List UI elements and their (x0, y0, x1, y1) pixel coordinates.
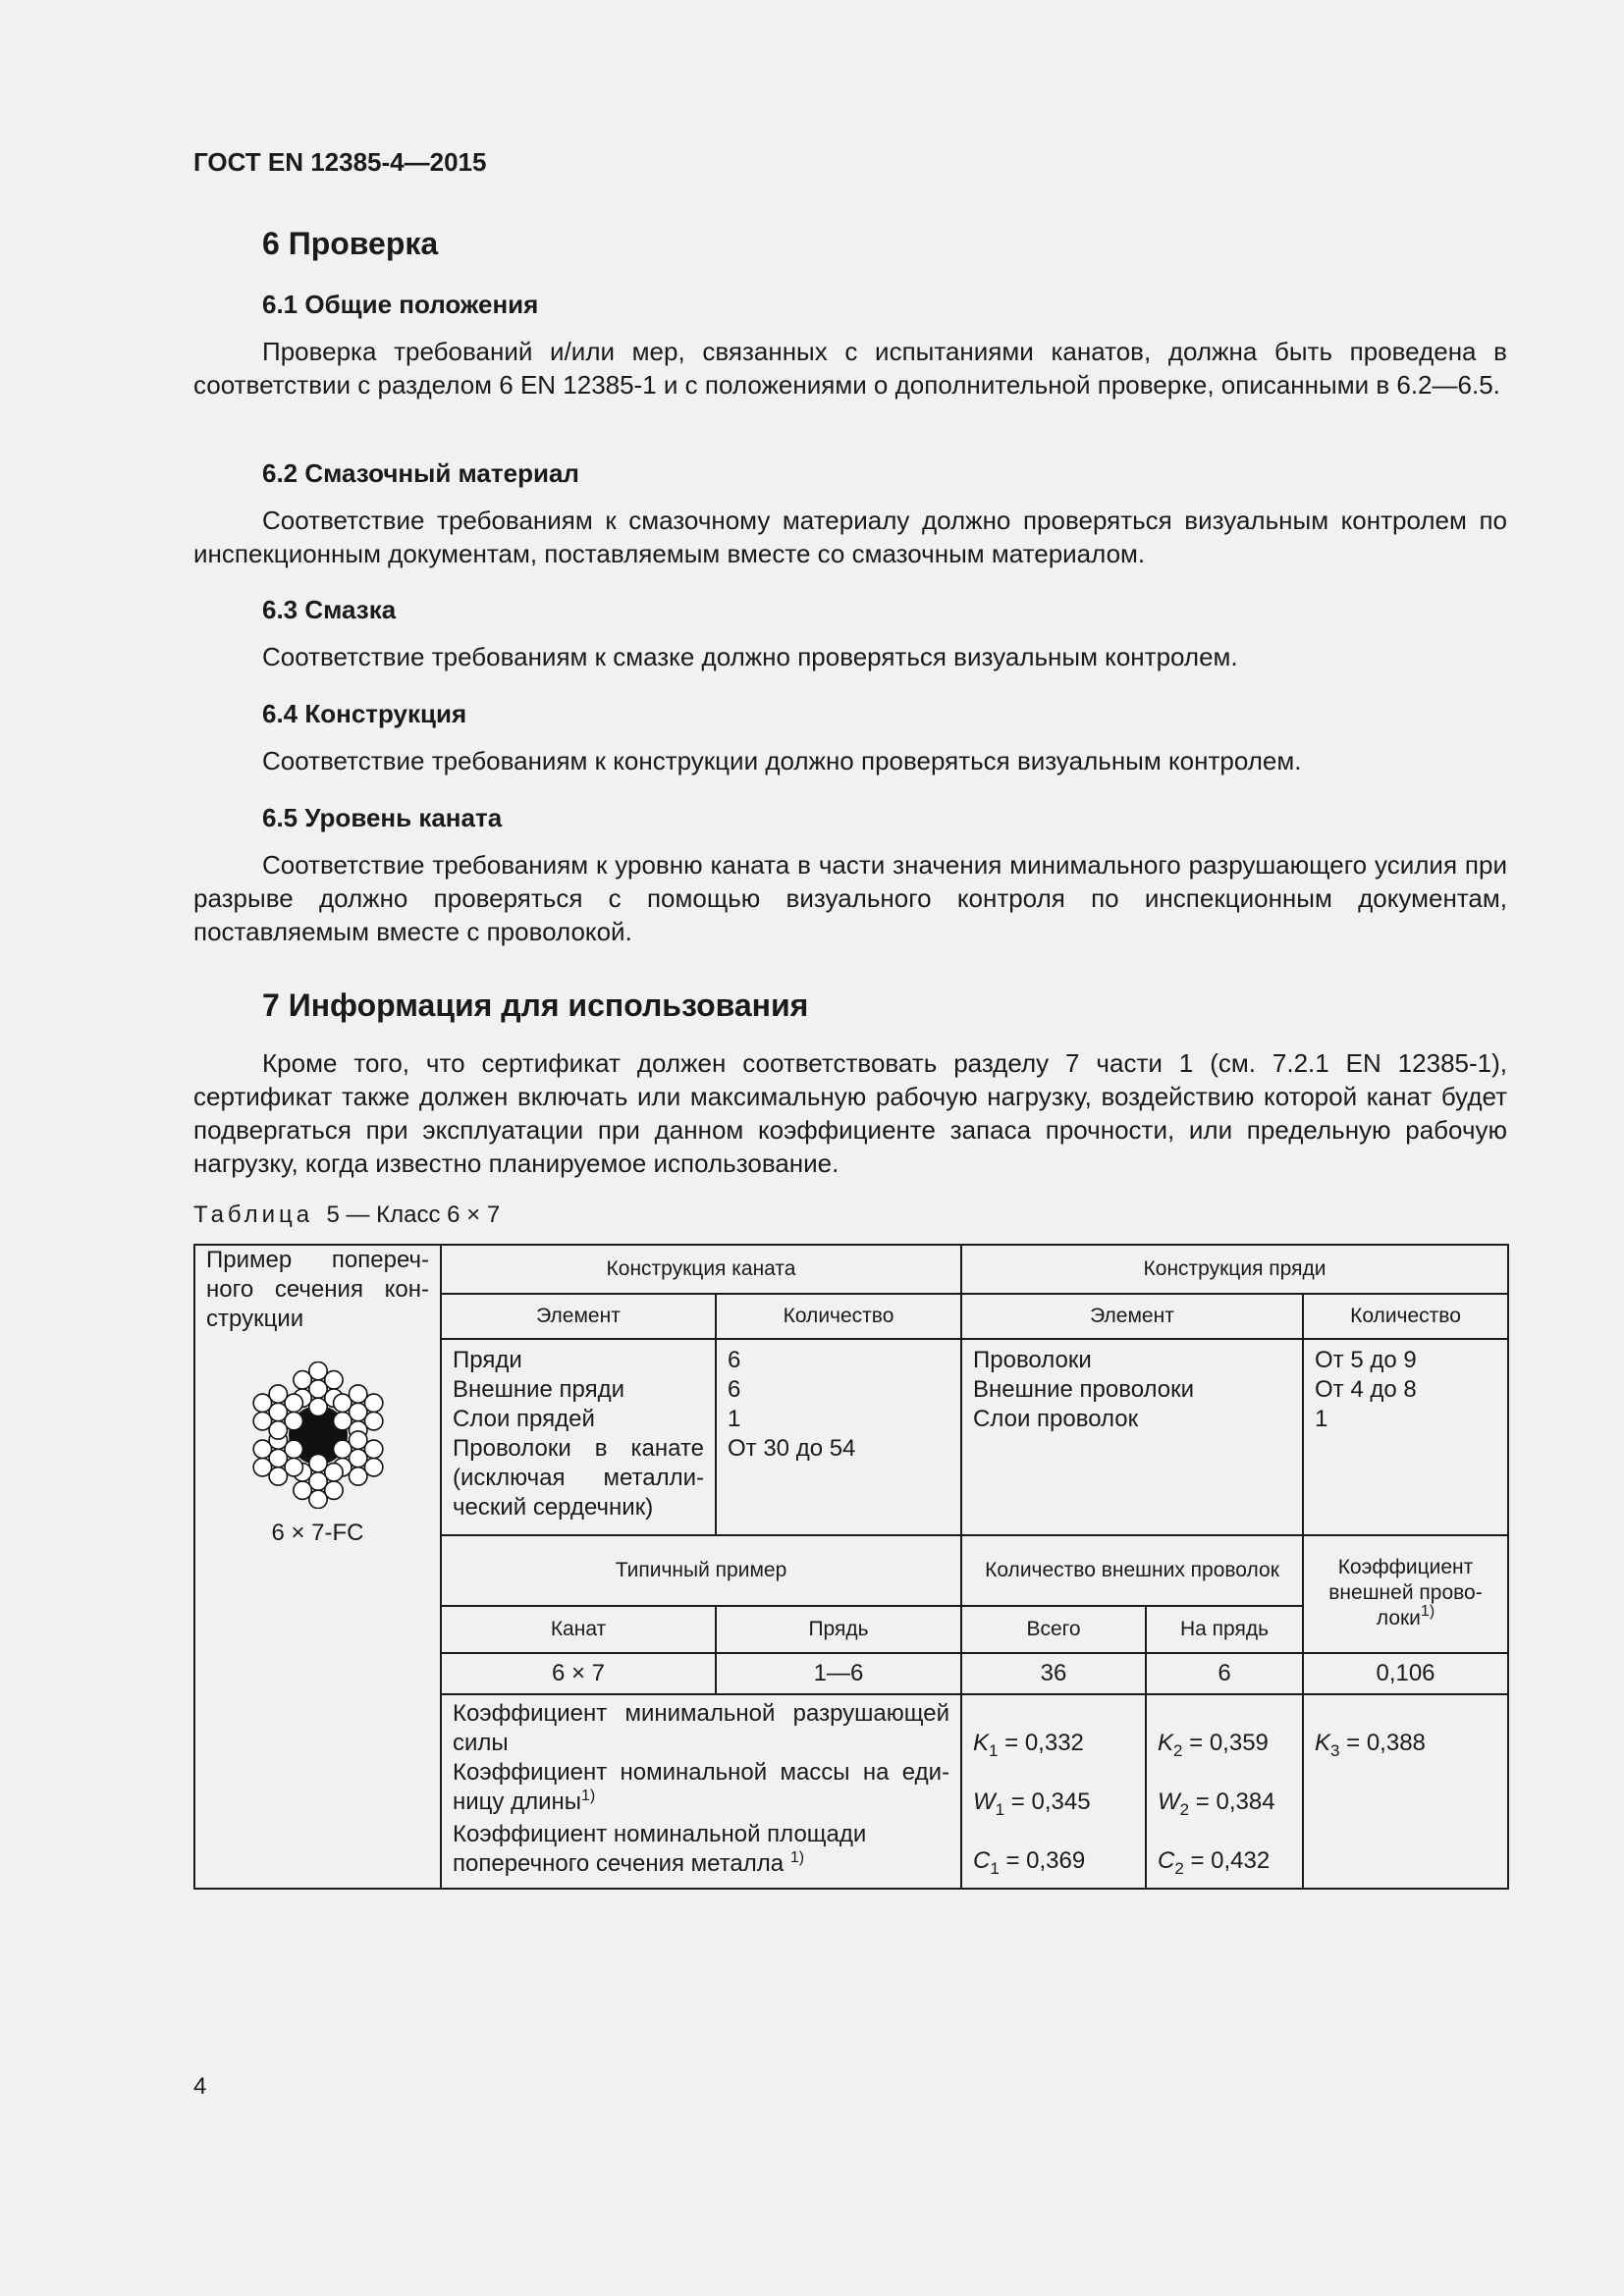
wire (324, 1464, 342, 1481)
wire (293, 1481, 310, 1499)
k1-value: $K_1 = 0,332$ (973, 1730, 1084, 1760)
wire (364, 1440, 382, 1458)
wire (324, 1371, 342, 1389)
document-header: ГОСТ EN 12385-4—2015 (193, 147, 487, 177)
class-table (193, 1244, 1509, 1890)
wire (333, 1413, 351, 1430)
strand-quantities-cell: От 5 до 9 От 4 до 8 1 (1303, 1339, 1508, 1535)
coefficient-labels-cell: Коэффициент минимальной разрушающей силы Коэффициент номинальной массы на еди- ницу длины$^{1)}$ Коэффициент номинальной площади поперечного сечения металла $^{1)}$ (441, 1694, 961, 1889)
rope-quantity-header: Количество (716, 1294, 961, 1339)
cross-section-cell: Пример попереч- ного сечения кон- струкции 6 × 7-FC (194, 1245, 441, 1889)
c2-value: $C_2 = 0,432$ (1158, 1847, 1271, 1878)
wire (324, 1481, 342, 1499)
per-strand-subheader: На прядь (1146, 1606, 1303, 1653)
wire (285, 1440, 302, 1458)
wire (285, 1394, 302, 1412)
strand-element-header: Элемент (961, 1294, 1303, 1339)
outer-wire-factor-header: Коэффициент внешней прово- локи$^{1)}$ (1303, 1535, 1508, 1653)
w2-value: $W_2 = 0,384$ (1158, 1789, 1275, 1819)
rope-quantities-cell: 6 6 1 От 30 до 54 (716, 1339, 961, 1535)
rope-construction-header: Конструкция каната (441, 1245, 961, 1294)
wire (349, 1385, 366, 1403)
section-6-3-text: Соответствие требованиям к смазке должно проверяться визуальным контролем. (262, 642, 1238, 671)
rope-element-header: Элемент (441, 1294, 716, 1339)
section-6-2-text: Соответствие требованиям к смазочному материалу должно проверяться визуальным контролем по инспекционным документам, поставляемым вместе со смазочным материалом. (193, 506, 1507, 568)
c1-value: $C_1 = 0,369$ (973, 1847, 1086, 1878)
table-row: 6 × 7 1—6 36 6 0,106 (194, 1653, 1508, 1694)
section-6-5-text: Соответствие требованиям к уровню каната в части значения минимального разрушающего усилия при разрыве должно проверяться с помощью визуального контроля по инспекционным документам, поставляемым вместе с проволокой. (193, 850, 1507, 946)
section-6-5-title: 6.5 Уровень каната (262, 803, 503, 832)
section-6-2-title: 6.2 Смазочный материал (262, 458, 579, 488)
section-6-1-text: Проверка требований и/или мер, связанных с испытаниями канатов, должна быть проведена в соответствии с разделом 6 EN 12385-1 и с положениями о дополнительной проверке, описанными в 6.2—6.5. (193, 337, 1507, 400)
section-6-4-title: 6.4 Конструкция (262, 699, 467, 728)
figure-label: 6 × 7-FC (271, 1520, 364, 1546)
coefficients-rope-cell (961, 1694, 1146, 1889)
wire (253, 1413, 271, 1430)
section-6-4-text: Соответствие требованиям к конструкции должно проверяться визуальным контролем. (262, 746, 1302, 775)
table-caption: Таблица 5 — Класс 6 × 7 (193, 1201, 501, 1228)
typical-example-header: Типичный пример (441, 1535, 961, 1606)
outer-wires-count-header: Количество внешних проволок (961, 1535, 1303, 1606)
total-subheader: Всего (961, 1606, 1146, 1653)
strand-elements-cell: Проволоки Внешние проволоки Слои проволок (961, 1339, 1303, 1535)
section-6-1-title: 6.1 Общие положения (262, 290, 539, 319)
wire (269, 1468, 287, 1485)
strand-quantity-header: Количество (1303, 1294, 1508, 1339)
document-page (193, 0, 1507, 2296)
rope-subheader: Канат (441, 1606, 716, 1653)
rope-elements-cell: Пряди Внешние пряди Слои прядей Проволоки в канате (исключая металли- ческий сердечник) (441, 1339, 716, 1535)
wire (293, 1371, 310, 1389)
k2-value: $K_2 = 0,359$ (1158, 1730, 1269, 1760)
section-7-title: 7 Информация для использования (262, 988, 809, 1023)
coefficients-strand-cell (1146, 1694, 1303, 1889)
section-7-text: Кроме того, что сертификат должен соответствовать разделу 7 части 1 (см. 7.2.1 EN 12385-1), сертификат также должен включать или максимальную рабочую нагрузку, воздействию которой канат будет подвергаться при эксплуатации при данном коэффициенте запаса прочности, или предельную рабочую нагрузку, когда известно планируемое использование. (193, 1048, 1507, 1178)
rope-cross-section-figure (244, 1362, 392, 1509)
section-6-title: 6 Проверка (262, 226, 439, 261)
coefficients-wire-cell (1303, 1694, 1508, 1889)
w1-value: $W_1 = 0,345$ (973, 1789, 1091, 1819)
strand-subheader: Прядь (716, 1606, 961, 1653)
page-number: 4 (193, 2073, 207, 2100)
strand-construction-header: Конструкция пряди (961, 1245, 1508, 1294)
k3-value: $K_3 = 0,388$ (1315, 1730, 1426, 1760)
section-6-3-title: 6.3 Смазка (262, 595, 397, 624)
